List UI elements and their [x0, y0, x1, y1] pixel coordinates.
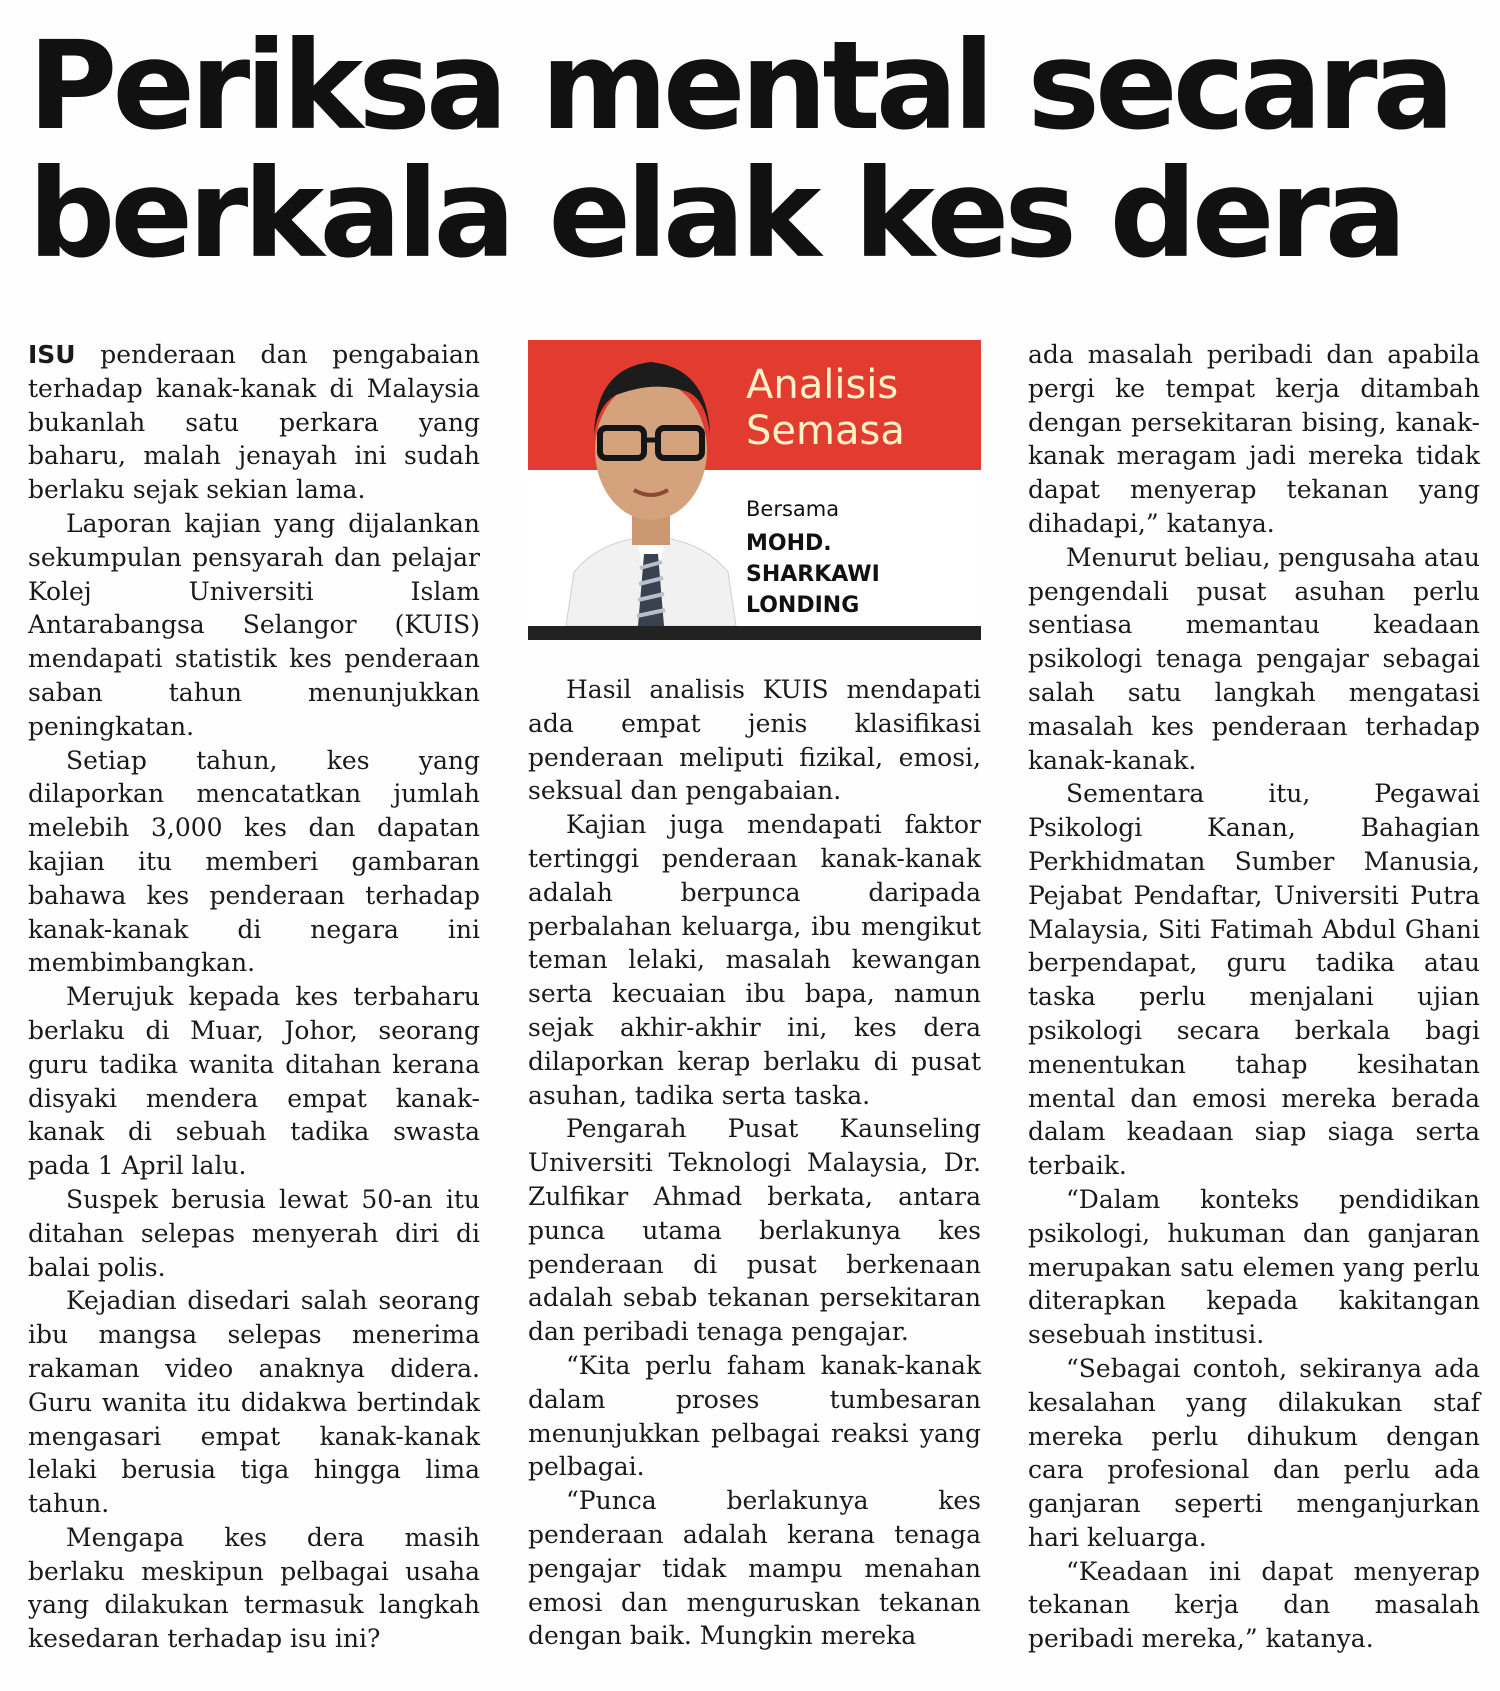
- lead-word: ISU: [28, 340, 76, 369]
- paragraph: ada masalah peribadi dan apabila pergi ke tempat kerja ditambah dengan persekitaran bising, kanak-kanak meragam jadi mereka tidak dapat menyerap tekanan yang dihadapi,” katanya.: [1028, 340, 1480, 538]
- column-title-line-2: Semasa: [746, 408, 905, 454]
- box-bottom-rule: [528, 626, 981, 640]
- columnist-portrait: [556, 340, 746, 626]
- paragraph: “Keadaan ini dapat menyerap tekanan kerja dan masalah peribadi mereka,” katanya.: [1028, 1556, 1480, 1654]
- columnist-box: [528, 340, 981, 640]
- with-label: Bersama: [746, 497, 840, 521]
- paragraph: “Kita perlu faham kanak-kanak dalam proses tumbesaran menunjukkan pelbagai reaksi yang pelbagai.: [528, 1350, 981, 1482]
- paragraph: “Sebagai contoh, sekiranya ada kesalahan yang dilakukan staf mereka perlu dihukum dengan cara profesional dan perlu ada ganjaran seperti menganjurkan hari keluarga.: [1028, 1353, 1480, 1552]
- paragraph: Merujuk kepada kes terbaharu berlaku di Muar, Johor, seorang guru tadika wanita ditahan kerana disyaki mendera empat kanak-kanak di sebuah tadika swasta pada 1 April lalu.: [28, 982, 480, 1181]
- headline: [28, 15, 1478, 285]
- author-name-line-2: SHARKAWI: [746, 562, 880, 587]
- paragraph-text: penderaan dan pengabaian terhadap kanak-kanak di Malaysia bukanlah satu perkara yang baharu, malah jenayah ini sudah berlaku sejak sekian lama.: [28, 340, 480, 505]
- paragraph: Suspek berusia lewat 50-an itu ditahan selepas menyerah diri di balai polis.: [28, 1184, 480, 1282]
- paragraph: “Punca berlakunya kes penderaan adalah kerana tenaga pengajar tidak mampu menahan emosi dan menguruskan tekanan dengan baik. Mungkin mereka: [528, 1486, 981, 1651]
- paragraph: Kajian juga mendapati faktor tertinggi penderaan kanak-kanak adalah berpunca daripada perbalahan keluarga, ibu mengikut teman lelaki, masalah kewangan serta kecuaian ibu bapa, namun sejak akhir-akhir ini, kes dera dilaporkan kerap berlaku di pusat asuhan, tadika serta taska.: [528, 810, 981, 1110]
- article-column-1: [28, 338, 480, 1656]
- author-name: [746, 528, 946, 621]
- paragraph: “Dalam konteks pendidikan psikologi, hukuman dan ganjaran merupakan satu elemen yang perlu diterapkan kepada kakitangan sesebuah institusi.: [1028, 1184, 1480, 1350]
- paragraph: Mengapa kes dera masih berlaku meskipun pelbagai usaha yang dilakukan termasuk langkah kesedaran terhadap isu ini?: [28, 1522, 480, 1654]
- column-title: [746, 362, 976, 454]
- paragraph: Laporan kajian yang dijalankan sekumpulan pensyarah dan pelajar Kolej Universiti Islam Antarabangsa Selangor (KUIS) mendapati statistik kes penderaan saban tahun menunjukkan peningkatan.: [28, 508, 480, 741]
- article-column-2: [528, 673, 981, 1653]
- headline-line-1: Periksa mental secara: [28, 15, 1450, 157]
- author-name-line-3: LONDING: [746, 593, 860, 618]
- paragraph: Setiap tahun, kes yang dilaporkan mencatatkan jumlah melebih 3,000 kes dan dapatan kajian itu memberi gambaran bahawa kes penderaan terhadap kanak-kanak di negara ini membimbangkan.: [28, 745, 480, 978]
- headline-line-2: berkala elak kes dera: [28, 143, 1403, 285]
- author-name-line-1: MOHD.: [746, 531, 832, 556]
- column-title-line-1: Analisis: [746, 362, 899, 408]
- article-column-3: [1028, 338, 1480, 1656]
- paragraph: Hasil analisis KUIS mendapati ada empat jenis klasifikasi penderaan meliputi fizikal, emosi, seksual dan pengabaian.: [528, 675, 981, 806]
- paragraph: [28, 338, 480, 507]
- paragraph: Kejadian disedari salah seorang ibu mangsa selepas menerima rakaman video anaknya didera. Guru wanita itu didakwa bertindak mengasari empat kanak-kanak lelaki berusia tiga hingga lima tahun.: [28, 1286, 480, 1519]
- paragraph: Menurut beliau, pengusaha atau pengendali pusat asuhan perlu sentiasa memantau keadaan psikologi tenaga pengajar sebagai salah satu langkah mengatasi masalah kes penderaan terhadap kanak-kanak.: [1028, 542, 1480, 775]
- paragraph: Pengarah Pusat Kaunseling Universiti Teknologi Malaysia, Dr. Zulfikar Ahmad berkata, antara punca utama berlakunya kes penderaan di pusat berkenaan adalah sebab tekanan persekitaran dan peribadi tenaga pengajar.: [528, 1114, 981, 1347]
- paragraph: Sementara itu, Pegawai Psikologi Kanan, Bahagian Perkhidmatan Sumber Manusia, Pejabat Pendaftar, Universiti Putra Malaysia, Siti Fatimah Abdul Ghani berpendapat, guru tadika atau taska perlu menjalani ujian psikologi secara berkala bagi menentukan tahap kesihatan mental dan emosi mereka berada dalam keadaan siap siaga serta terbaik.: [1028, 779, 1480, 1181]
